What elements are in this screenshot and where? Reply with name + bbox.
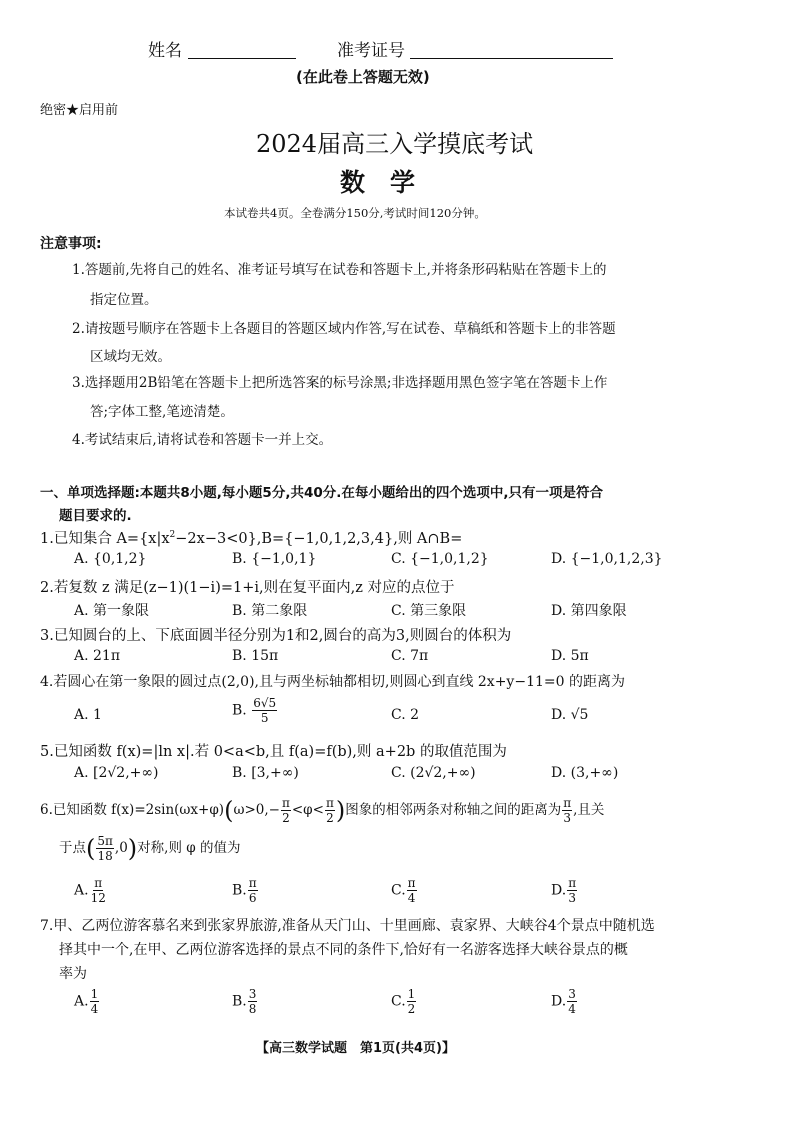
- q6-stem-d: 图象的相邻两条对称轴之间的距离为: [345, 802, 562, 818]
- name-field[interactable]: [188, 40, 296, 59]
- q6-c-den: 4: [407, 891, 416, 905]
- notice-item: 1.答题前,先将自己的姓名、准考证号填写在试卷和答题卡上,并将条形码粘贴在答题卡上的: [72, 262, 607, 278]
- q7-d-den: 4: [568, 1002, 576, 1016]
- question-4: 4.若圆心在第一象限的圆过点(2,0),且与两坐标轴都相切,则圆心到直线 2x+y−11=0 的距离为: [40, 674, 625, 690]
- q7-d-num: 3: [568, 987, 576, 1001]
- question-6-cont: 于点( $\frac{5\pi}{18}$ ,0)对称,则 φ 的值为: [59, 834, 241, 863]
- q6-option-a[interactable]: [74, 877, 108, 904]
- q6-three: 3: [563, 811, 571, 825]
- q6-option-b-label: B.: [232, 882, 247, 899]
- q6-d-den: 3: [568, 891, 576, 905]
- invalid-note: (在此卷上答题无效): [296, 68, 430, 86]
- notice-item-cont: 指定位置。: [90, 292, 158, 308]
- q7-option-d[interactable]: [551, 988, 578, 1015]
- question-7-cont: 择其中一个,在甲、乙两位游客选择的景点不同的条件下,恰好有一名游客选择大峡谷景点的概: [59, 942, 628, 958]
- notice-item: 2.请按题号顺序在答题卡上各题目的答题区域内作答,写在试卷、草稿纸和答题卡上的非答题: [72, 321, 616, 337]
- q6-pi: π: [94, 876, 103, 890]
- notice-heading: 注意事项:: [40, 236, 102, 252]
- q2-option-d[interactable]: D. 第四象限: [551, 603, 627, 619]
- q6-pi: π: [568, 876, 577, 890]
- q1-stem-a: 1.已知集合 A={x|x: [40, 531, 170, 547]
- q6-pi: π: [248, 876, 257, 890]
- q6-5pi: 5π: [97, 834, 113, 848]
- q6-stem-b: ω>0,−: [233, 802, 280, 818]
- q6-option-c[interactable]: [391, 877, 418, 904]
- q4-option-c[interactable]: C. 2: [391, 707, 420, 723]
- q5-option-b[interactable]: B. [3,+∞): [232, 765, 299, 781]
- notice-item-cont: 答;字体工整,笔迹清楚。: [90, 404, 234, 420]
- q7-b-num: 3: [248, 987, 257, 1001]
- q7-c-num: 1: [407, 987, 416, 1001]
- q6-option-d[interactable]: [551, 877, 578, 904]
- exam-title: 2024届高三入学摸底考试: [256, 130, 534, 158]
- q2-option-a[interactable]: A. 第一象限: [74, 603, 150, 619]
- q3-option-d[interactable]: D. 5π: [551, 648, 589, 664]
- q6-b-den: 6: [248, 891, 257, 905]
- q6-option-b[interactable]: [232, 877, 259, 904]
- section-heading: 一、单项选择题:本题共8小题,每小题5分,共40分.在每小题给出的四个选项中,只有一项是符合: [40, 485, 603, 501]
- q4-option-d[interactable]: D. √5: [551, 707, 589, 723]
- notice-item: 3.选择题用2B铅笔在答题卡上把所选答案的标号涂黑;非选择题用黑色签字笔在答题卡上作: [72, 375, 608, 391]
- notice-item-cont: 区域均无效。: [90, 349, 171, 365]
- q7-option-c-label: C.: [391, 993, 406, 1010]
- q5-option-a[interactable]: A. [2√2,+∞): [74, 765, 159, 781]
- subject-title: 数 学: [340, 168, 416, 197]
- q6-stem-c: <φ<: [291, 802, 324, 818]
- question-3: 3.已知圆台的上、下底面圆半径分别为1和2,圆台的高为3,则圆台的体积为: [40, 628, 512, 644]
- name-label: 姓名: [148, 41, 182, 61]
- q7-a-num: 1: [90, 987, 99, 1001]
- q6-option-c-label: C.: [391, 882, 406, 899]
- q1-option-c[interactable]: C. {−1,0,1,2}: [391, 551, 489, 567]
- q7-a-den: 4: [90, 1002, 99, 1016]
- q1-option-a[interactable]: A. {0,1,2}: [74, 551, 147, 567]
- q4-option-b[interactable]: [232, 697, 278, 724]
- section-heading-cont: 题目要求的.: [59, 508, 132, 524]
- question-5: 5.已知函数 f(x)=|ln x|.若 0<a<b,且 f(a)=f(b),则 a+2b 的取值范围为: [40, 744, 507, 760]
- q6-two: 2: [326, 811, 334, 825]
- q6-zero: ,0: [114, 840, 128, 856]
- q7-option-a-label: A.: [74, 993, 89, 1010]
- question-1: [40, 527, 462, 548]
- q4-option-a[interactable]: A. 1: [74, 707, 102, 723]
- q4-option-b-label: B.: [232, 702, 247, 719]
- q6-stem-a: 6.已知函数 f(x)=2sin(ωx+φ): [40, 802, 225, 818]
- q7-option-c[interactable]: [391, 988, 417, 1015]
- q7-option-b-label: B.: [232, 993, 247, 1010]
- secret-label: 绝密★启用前: [40, 103, 119, 118]
- q5-option-c[interactable]: C. (2√2,+∞): [391, 765, 476, 781]
- q4-b-numerator: 6√5: [253, 696, 277, 710]
- q6-pi: π: [281, 796, 290, 810]
- q7-b-den: 8: [248, 1002, 257, 1016]
- q6-two: 2: [282, 811, 290, 825]
- question-2: 2.若复数 z 满足(z−1)(1−i)=1+i,则在复平面内,z 对应的点位于: [40, 580, 455, 596]
- q1-stem-b: −2x−3<0},B={−1,0,1,2,3,4},则 A∩B=: [175, 531, 463, 547]
- q6-pi: π: [325, 796, 334, 810]
- q7-option-a[interactable]: [74, 988, 100, 1015]
- q5-option-d[interactable]: D. (3,+∞): [551, 765, 619, 781]
- question-7-cont: 率为: [59, 966, 87, 982]
- q2-option-b[interactable]: B. 第二象限: [232, 603, 308, 619]
- q1-exp: 2: [169, 530, 176, 541]
- exam-id-label: 准考证号: [337, 41, 405, 61]
- q4-b-denominator: 5: [260, 711, 269, 725]
- q3-option-b[interactable]: B. 15π: [232, 648, 279, 664]
- q1-option-b[interactable]: B. {−1,0,1}: [232, 551, 317, 567]
- exam-info: 本试卷共4页。全卷满分150分,考试时间120分钟。: [224, 206, 486, 220]
- q6-option-a-label: A.: [74, 882, 89, 899]
- notice-item: 4.考试结束后,请将试卷和答题卡一并上交。: [72, 432, 333, 448]
- q6-pi: π: [407, 876, 416, 890]
- q3-option-c[interactable]: C. 7π: [391, 648, 429, 664]
- exam-id-field[interactable]: [410, 40, 613, 59]
- q6-pi: π: [563, 796, 572, 810]
- q1-option-d[interactable]: D. {−1,0,1,2,3}: [551, 551, 663, 567]
- q7-option-b[interactable]: [232, 988, 258, 1015]
- q6-stem-f: 于点: [59, 840, 86, 856]
- q6-option-d-label: D.: [551, 882, 567, 899]
- q6-18: 18: [97, 849, 113, 863]
- q6-a-den: 12: [90, 891, 106, 905]
- q7-c-den: 2: [407, 1002, 416, 1016]
- q2-option-c[interactable]: C. 第三象限: [391, 603, 467, 619]
- question-7: 7.甲、乙两位游客慕名来到张家界旅游,准备从天门山、十里画廊、袁家界、大峡谷4个景点中随机选: [40, 918, 655, 934]
- q3-option-a[interactable]: A. 21π: [74, 648, 121, 664]
- q6-stem-e: ,且关: [573, 802, 605, 818]
- q6-stem-g: 对称,则 φ 的值为: [137, 840, 241, 856]
- question-6: 6.已知函数 f(x)=2sin(ωx+φ)(ω>0,− $\frac{\pi}{2}$ <φ< $\frac{\pi}{2}$ )图象的相邻两条对称轴之间的距离为 $\frac{\pi}{3}$ ,且关: [40, 796, 605, 825]
- q7-option-d-label: D.: [551, 993, 567, 1010]
- page-footer: 【高三数学试题 第1页(共4页)】: [256, 1041, 455, 1056]
